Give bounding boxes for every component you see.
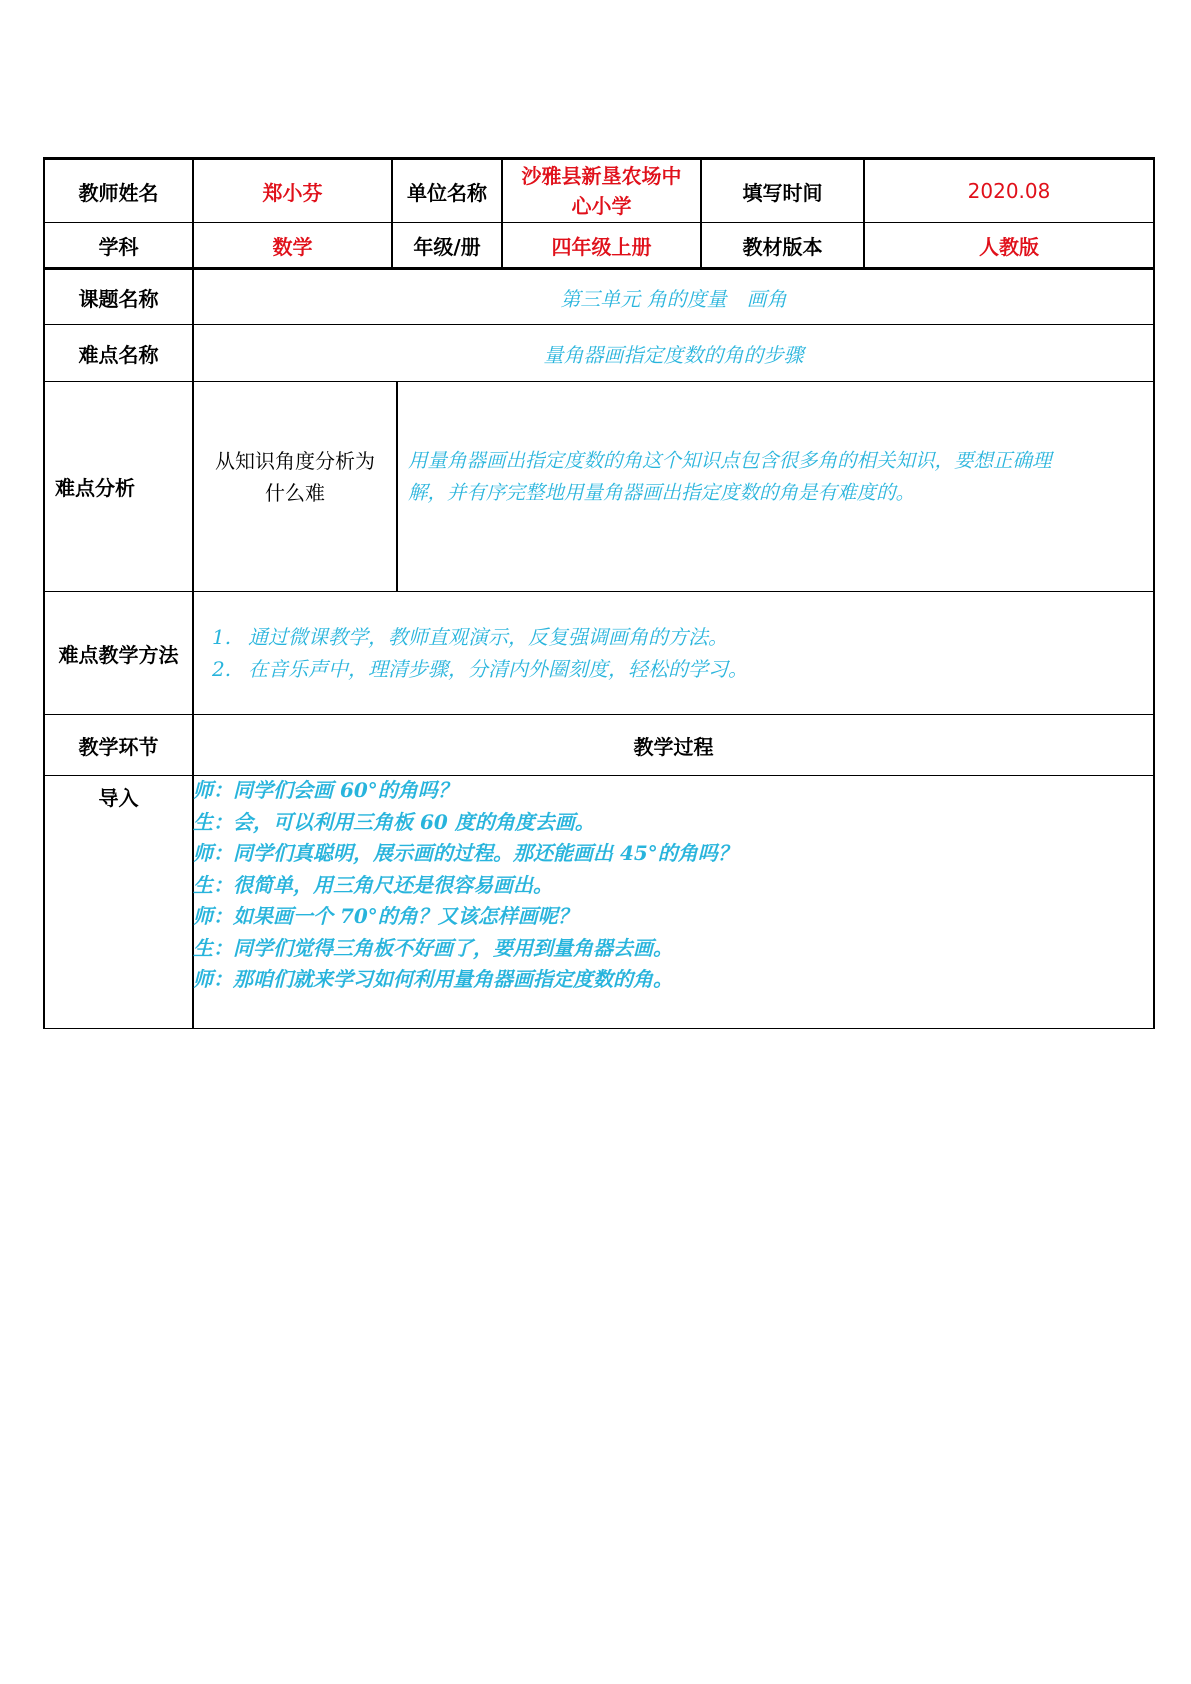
unit-value-line2: 心小学 (571, 194, 632, 218)
method-num: 2. (212, 657, 232, 681)
difficulty-value: 量角器画指定度数的角的步骤 (543, 342, 804, 367)
process-header: 教学过程 (633, 734, 714, 759)
difficulty-label: 难点名称 (78, 342, 159, 367)
subject-value: 数学 (272, 234, 313, 259)
method-item (212, 621, 748, 653)
stage-value: 导入 (98, 785, 139, 810)
teacher-value: 郑小芬 (262, 180, 323, 205)
topic-value: 第三单元 角的度量 画角 (560, 286, 787, 311)
grade-label: 年级/册 (413, 234, 481, 259)
methods-list (194, 592, 1153, 714)
analysis-sub-label-line2: 什么难 (265, 481, 325, 505)
analysis-text-line2: 解，并有序完整地用量角器画出指定度数的角是有难度的。 (408, 481, 916, 504)
dialog-line: 生：同学们觉得三角板不好画了，要用到量角器去画。 (193, 935, 673, 960)
dialog-line: 生：会，可以利用三角板 60 度的角度去画。 (193, 809, 595, 834)
methods-label: 难点教学方法 (58, 642, 179, 667)
analysis-label: 难点分析 (55, 476, 135, 500)
method-text: 通过微课教学，教师直观演示，反复强调画角的方法。 (248, 625, 728, 649)
dialog-line: 生：很简单，用三角尺还是很容易画出。 (193, 872, 553, 897)
subject-label: 学科 (98, 234, 139, 259)
edition-value: 人教版 (979, 234, 1039, 259)
dialog-line: 师：同学们会画 60°的角吗？ (193, 778, 458, 802)
grade-value: 四年级上册 (551, 234, 652, 259)
edition-label: 教材版本 (742, 234, 823, 259)
dialog-line: 师：同学们真聪明，展示画的过程。那还能画出 45°的角吗？ (193, 841, 738, 865)
method-item (212, 653, 748, 685)
dialog-line: 师：那咱们就来学习如何利用量角器画指定度数的角。 (193, 967, 673, 991)
method-num: 1. (212, 625, 232, 649)
analysis-sub-label-line1: 从知识角度分析为 (215, 449, 375, 473)
topic-label: 课题名称 (78, 286, 159, 311)
method-text: 在音乐声中，理清步骤，分清内外圈刻度，轻松的学习。 (248, 657, 748, 681)
unit-label: 单位名称 (407, 180, 487, 205)
dialog-list (193, 775, 1133, 996)
analysis-text (398, 382, 1153, 572)
date-label: 填写时间 (742, 180, 823, 205)
stage-header: 教学环节 (78, 734, 159, 759)
unit-value-line1: 沙雅县新垦农场中 (521, 164, 682, 188)
analysis-text-line1: 用量角器画出指定度数的角这个知识点包含很多角的相关知识，要想正确理 (408, 449, 1052, 472)
dialog-line: 师：如果画一个 70°的角？又该怎样画呢？ (193, 904, 578, 928)
date-value: 2020.08 (967, 179, 1051, 203)
teacher-label: 教师姓名 (78, 180, 159, 205)
lesson-plan-table (43, 157, 1155, 1029)
analysis-sub-label (194, 382, 396, 572)
unit-value (503, 160, 700, 222)
